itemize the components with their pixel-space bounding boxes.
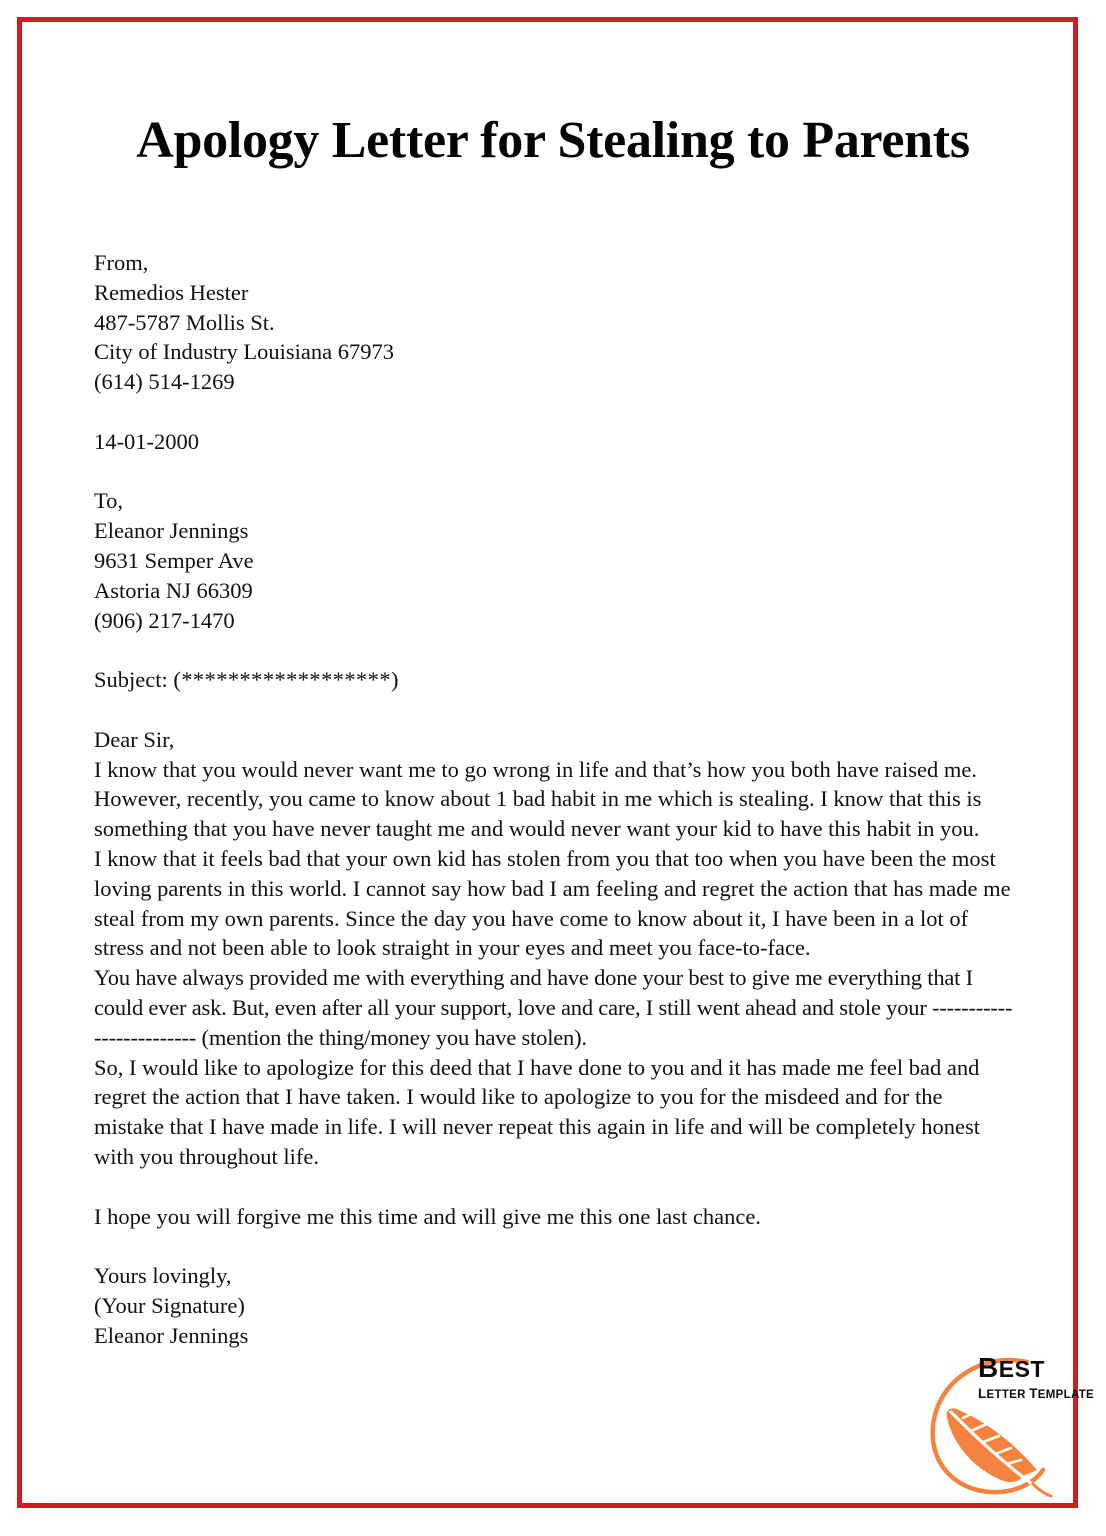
spacer-before-closing [94, 1172, 1016, 1202]
tagline-word-1-cap: L [978, 1386, 987, 1401]
spacer-before-signoff [94, 1231, 1016, 1261]
body-paragraph-2: I know that it feels bad that your own kid has stolen from you that too when you have been the most loving parents in this world. I cannot say how bad I am feeling and regret the action that has made me steal from my own parents. Since the day you have come to know about it, I have been in a lot of stress and not been able to look straight in your eyes and meet you face-to-face. [94, 845, 1011, 961]
body-paragraph-3: You have always provided me with everything and have done your best to give me everything that I could ever ask. But, even after all your support, love and care, I still went ahead and stole your ------------------------- (mention the thing/money you have stolen). [94, 965, 1013, 1050]
brand-first-letter: B [978, 1352, 999, 1383]
recipient-to-label: To, [94, 488, 124, 514]
spacer-after-recipient [94, 635, 1016, 665]
subject-line [94, 665, 1016, 695]
salutation: Dear Sir, [94, 726, 175, 752]
signoff-block [94, 1261, 1016, 1350]
tagline-word-2-rest: EMPLATE [1037, 1389, 1094, 1401]
sender-street: 487-5787 Mollis St. [94, 309, 275, 335]
brand-logo [915, 1348, 1094, 1498]
recipient-address-block [94, 486, 1016, 635]
tagline-word-1-rest: ETTER [986, 1389, 1026, 1401]
subject-label: Subject: [94, 667, 174, 693]
tagline-word-2-cap: T [1029, 1386, 1038, 1401]
brand-logo-text [978, 1354, 1094, 1402]
brand-name [978, 1354, 1094, 1382]
brand-rest: EST [998, 1356, 1045, 1382]
recipient-city-state-zip: Astoria NJ 66309 [94, 577, 253, 603]
sender-from-label: From, [94, 250, 149, 275]
spacer-after-subject [94, 695, 1016, 725]
page-title: Apology Letter for Stealing to Parents [136, 112, 970, 169]
sender-city-state-zip: City of Industry Louisiana 67973 [94, 339, 394, 365]
closing-request: I hope you will forgive me this time and will give me this one last chance. [94, 1203, 761, 1229]
recipient-street: 9631 Semper Ave [94, 547, 254, 573]
subject-value: (******************) [173, 667, 399, 693]
sender-name: Remedios Hester [94, 279, 249, 305]
spacer-after-date [94, 457, 1016, 487]
spacer-after-sender [94, 397, 1016, 427]
recipient-name: Eleanor Jennings [94, 518, 249, 544]
signoff-name: Eleanor Jennings [94, 1322, 249, 1348]
letter-body [94, 248, 1016, 1350]
sender-phone: (614) 514-1269 [94, 369, 235, 395]
sender-address-block [94, 248, 1016, 397]
body-paragraph-1: I know that you would never want me to go wrong in life and that’s how you both have raised me. However, recently, you came to know about 1 bad habit in me which is stealing. I know that this is something that you have never taught me and would never want your kid to have this habit in you. [94, 756, 982, 842]
body-paragraph-4: So, I would like to apologize for this deed that I have done to you and it has made me feel bad and regret the action that I have taken. I would like to apologize to you for the misdeed and for the mistake that I have made in life. I will never repeat this again in life and will be completely honest with you throughout life. [94, 1054, 980, 1169]
recipient-phone: (906) 217-1470 [94, 607, 235, 633]
brand-tagline [978, 1387, 1094, 1402]
letter-date: 14-01-2000 [94, 428, 199, 454]
valediction: Yours lovingly, [94, 1263, 232, 1289]
signature-placeholder: (Your Signature) [94, 1292, 245, 1318]
